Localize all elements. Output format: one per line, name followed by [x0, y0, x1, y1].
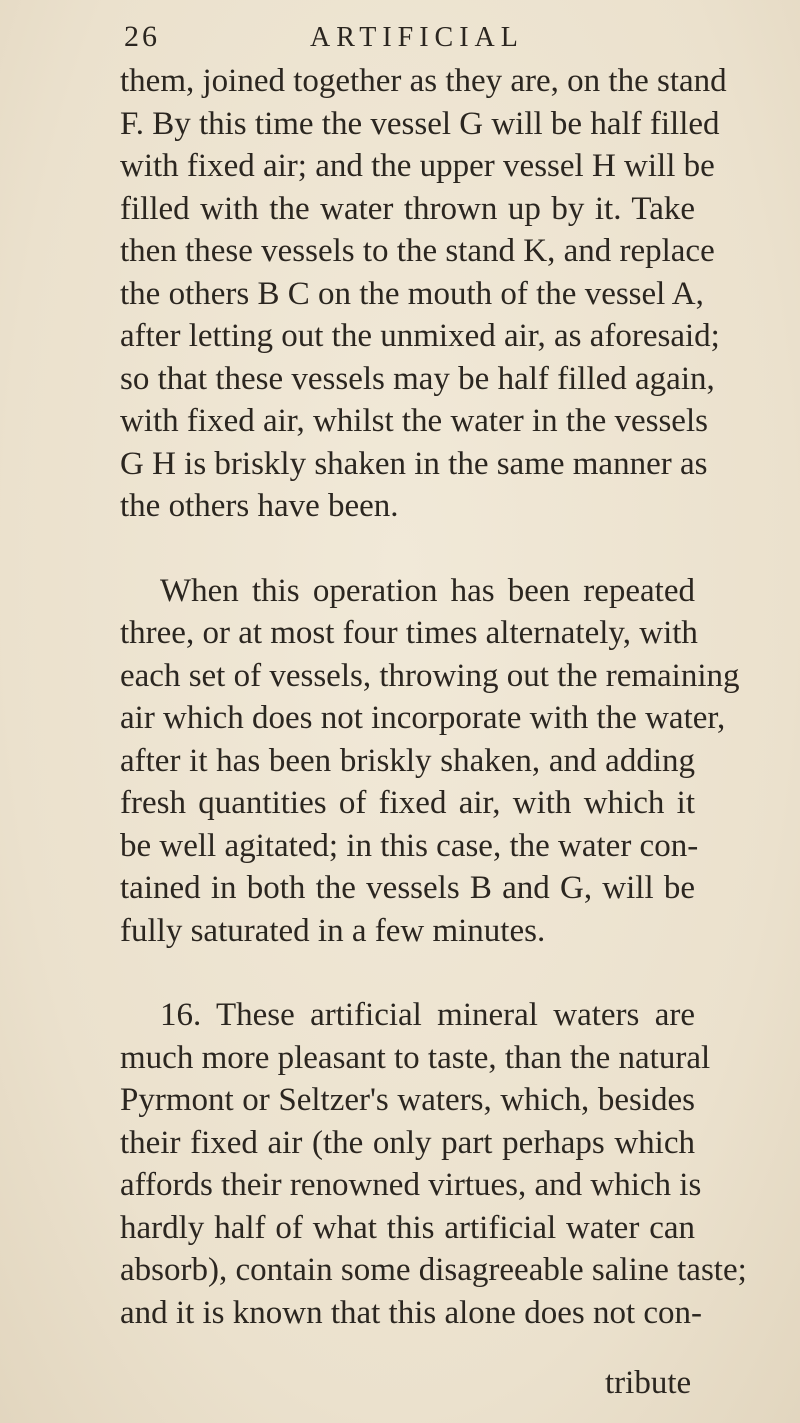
text-line: Pyrmont or Seltzer's waters, which, besides: [120, 1082, 695, 1118]
text-line: much more pleasant to taste, than the natural: [120, 1039, 711, 1076]
text-line: their fixed air (the only part perhaps which: [120, 1124, 695, 1161]
text-line: filled with the water thrown up by it. Take: [120, 190, 695, 227]
paragraph-2: [120, 570, 740, 953]
text-line: air which does not incorporate with the water,: [120, 700, 726, 736]
text-line: absorb), contain some disagreeable saline taste;: [120, 1252, 747, 1288]
text-line: with fixed air, whilst the water in the vessels: [120, 403, 708, 439]
text-line: F. By this time the vessel G will be half filled: [120, 105, 720, 142]
text-line: them, joined together as they are, on the stand: [120, 63, 727, 99]
page-header: [120, 18, 680, 62]
text-line: then these vessels to the stand K, and replace: [120, 233, 715, 269]
text-line: with fixed air; and the upper vessel H will be: [120, 148, 715, 184]
text-line: so that these vessels may be half filled again,: [120, 360, 715, 397]
text-line: hardly half of what this artificial water can: [120, 1209, 695, 1246]
text-line: after letting out the unmixed air, as aforesaid;: [120, 318, 720, 354]
text-line: and it is known that this alone does not con-: [120, 1294, 702, 1331]
text-line: G H is briskly shaken in the same manner as: [120, 445, 708, 482]
text-line: the others B C on the mouth of the vessel A,: [120, 275, 704, 312]
text-line: after it has been briskly shaken, and adding: [120, 742, 695, 779]
paragraph-1: [120, 60, 727, 528]
text-line: fresh quantities of fixed air, with which it: [120, 785, 695, 821]
text-line: be well agitated; in this case, the water con-: [120, 827, 699, 864]
text-line: tained in both the vessels B and G, will be: [120, 870, 695, 906]
text-line: three, or at most four times alternately, with: [120, 615, 698, 651]
text-line: affords their renowned virtues, and which is: [120, 1167, 702, 1203]
text-line: the others have been.: [120, 488, 399, 524]
body-text: [120, 60, 747, 1334]
text-line: fully saturated in a few minutes.: [120, 912, 546, 949]
text-line: each set of vessels, throwing out the remaining: [120, 657, 740, 694]
text-line: When this operation has been repeated: [160, 572, 695, 609]
paragraph-3: [120, 994, 747, 1334]
catchword: tribute: [605, 1365, 692, 1401]
page-number: 26: [124, 20, 160, 53]
running-head: ARTIFICIAL: [310, 22, 524, 53]
text-line: 16. These artificial mineral waters are: [160, 997, 695, 1033]
